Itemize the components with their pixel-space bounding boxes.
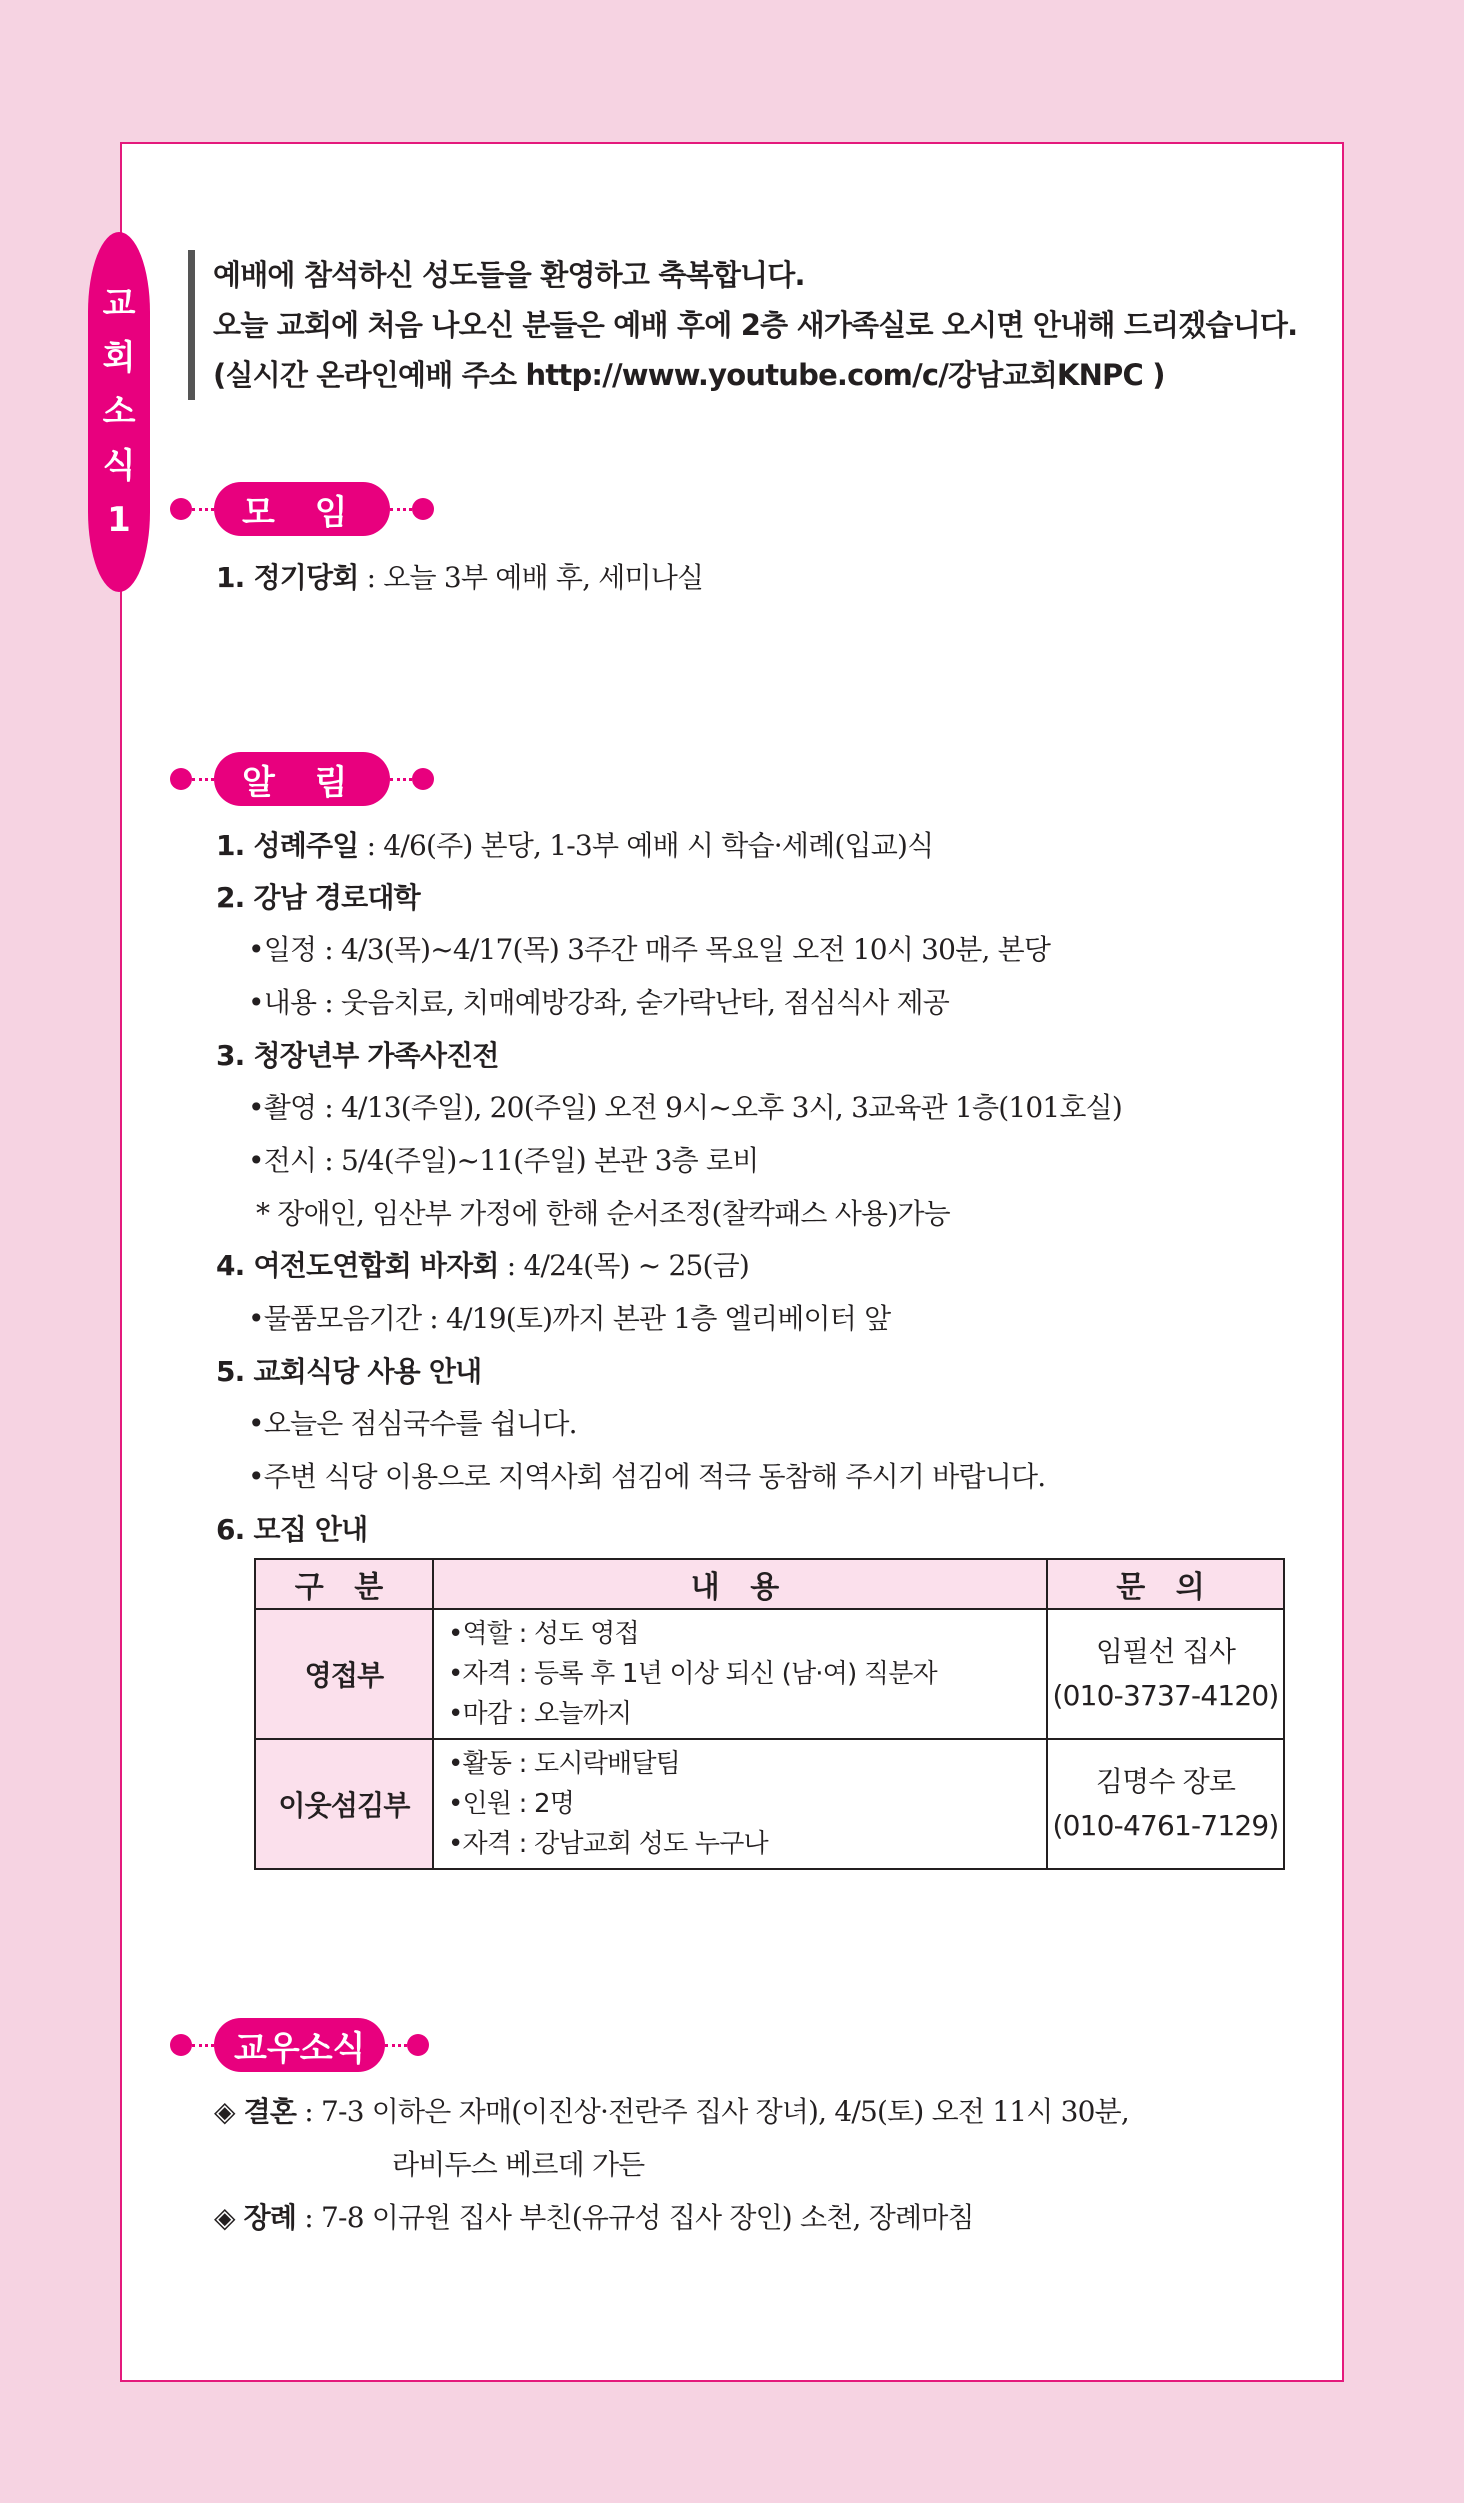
funeral-news (214, 2198, 974, 2238)
notice-item-title: 3. 청장년부 가족사진전 (216, 1039, 499, 1072)
contact-cell (1047, 1739, 1284, 1869)
notice-bullet: •전시 : 5/4(주일)~11(주일) 본관 3층 로비 (248, 1144, 759, 1177)
bullet-dot (170, 498, 192, 520)
item-title: 1. 정기당회 (216, 561, 359, 594)
notice-item-title: 5. 교회식당 사용 안내 (216, 1355, 482, 1388)
content-line: •자격 : 등록 후 1년 이상 되신 (남·여) 직분자 (448, 1659, 937, 1689)
recruit-table (254, 1558, 1285, 1870)
contact-phone: (010-3737-4120) (1052, 1679, 1279, 1712)
notice-bullet: •물품모음기간 : 4/19(토)까지 본관 1층 엘리베이터 앞 (248, 1302, 891, 1335)
dotted-connector (192, 2044, 214, 2047)
bullet-dot (170, 768, 192, 790)
section-header-member-news (170, 2018, 429, 2072)
content-cell (433, 1609, 1047, 1739)
notice-note: * 장애인, 임산부 가정에 한해 순서조정(찰칵패스 사용)가능 (256, 1197, 950, 1230)
side-tab (88, 232, 150, 592)
dotted-connector (390, 778, 412, 781)
intro-line: 예배에 참석하신 성도들을 환영하고 축복합니다. (213, 258, 805, 292)
side-tab-char: 회 (102, 338, 136, 378)
section-title: 알 림 (214, 752, 390, 806)
news-text: : 7-8 이규원 집사 부친(유규성 집사 장인) 소천, 장례마침 (296, 2201, 974, 2234)
content-line: •인원 : 2명 (448, 1789, 575, 1819)
wedding-news (214, 2092, 1129, 2132)
news-label: ◈ 결혼 (214, 2095, 297, 2128)
notice-item-title: 2. 강남 경로대학 (216, 881, 420, 914)
column-header: 구 분 (255, 1559, 433, 1609)
news-label: ◈ 장례 (214, 2201, 297, 2234)
content-line: •자격 : 강남교회 성도 누구나 (448, 1829, 768, 1859)
notice-bullet: •오늘은 점심국수를 쉽니다. (248, 1407, 577, 1440)
item-title: 1. 성례주일 (216, 829, 359, 862)
dotted-connector (192, 778, 214, 781)
content-cell (433, 1739, 1047, 1869)
section-header-notice (170, 752, 434, 806)
side-tab-char: 1 (107, 500, 131, 540)
bullet-dot (412, 498, 434, 520)
content-line: •역할 : 성도 영접 (448, 1619, 639, 1649)
contact-cell (1047, 1609, 1284, 1739)
content-line: •마감 : 오늘까지 (448, 1699, 632, 1729)
notice-item (216, 826, 933, 866)
item-text: : 4/6(주) 본당, 1-3부 예배 시 학습·세례(입교)식 (358, 829, 934, 862)
side-tab-char: 교 (102, 284, 136, 324)
table-row (255, 1739, 1284, 1869)
notice-bullet: •주변 식당 이용으로 지역사회 섬김에 적극 동참해 주시기 바랍니다. (248, 1460, 1046, 1493)
item-text: : 4/24(목) ~ 25(금) (498, 1249, 750, 1282)
contact-name: 김명수 장로 (1095, 1765, 1236, 1798)
item-text: : 오늘 3부 예배 후, 세미나실 (358, 561, 704, 594)
dotted-connector (385, 2044, 407, 2047)
bullet-dot (170, 2034, 192, 2056)
category-cell: 영접부 (255, 1609, 433, 1739)
intro-block (188, 250, 1297, 400)
notice-bullet: •일정 : 4/3(목)~4/17(목) 3주간 매주 목요일 오전 10시 30분, 본당 (248, 933, 1051, 966)
category-cell: 이웃섬김부 (255, 1739, 433, 1869)
contact-phone: (010-4761-7129) (1052, 1809, 1279, 1842)
bullet-dot (407, 2034, 429, 2056)
side-tab-char: 식 (102, 446, 136, 486)
contact-name: 임필선 집사 (1095, 1635, 1236, 1668)
intro-line: (실시간 온라인예배 주소 http://www.youtube.com/c/강남교회KNPC ) (213, 358, 1165, 392)
section-header-meeting (170, 482, 434, 536)
notice-bullet: •내용 : 웃음치료, 치매예방강좌, 숟가락난타, 점심식사 제공 (248, 986, 949, 1019)
table-header-row (255, 1559, 1284, 1609)
meeting-item (216, 558, 703, 598)
intro-line: 오늘 교회에 처음 나오신 분들은 예배 후에 2층 새가족실로 오시면 안내해 드리겠습니다. (213, 308, 1298, 342)
notice-item-title: 6. 모집 안내 (216, 1513, 368, 1546)
column-header: 내 용 (433, 1559, 1047, 1609)
item-title: 4. 여전도연합회 바자회 (216, 1249, 499, 1282)
side-tab-char: 소 (102, 392, 136, 432)
section-title: 모 임 (214, 482, 390, 536)
section-title: 교우소식 (214, 2018, 385, 2072)
news-text: : 7-3 이하은 자매(이진상·전란주 집사 장녀), 4/5(토) 오전 11시 30분, (296, 2095, 1129, 2128)
bullet-dot (412, 768, 434, 790)
content-line: •활동 : 도시락배달팀 (448, 1749, 680, 1779)
dotted-connector (390, 508, 412, 511)
wedding-news-cont: 라비두스 베르데 가든 (392, 2148, 645, 2181)
notice-bullet: •촬영 : 4/13(주일), 20(주일) 오전 9시~오후 3시, 3교육관 1층(101호실) (248, 1091, 1123, 1124)
column-header: 문 의 (1047, 1559, 1284, 1609)
table-row (255, 1609, 1284, 1739)
notice-item (216, 1246, 749, 1286)
dotted-connector (192, 508, 214, 511)
